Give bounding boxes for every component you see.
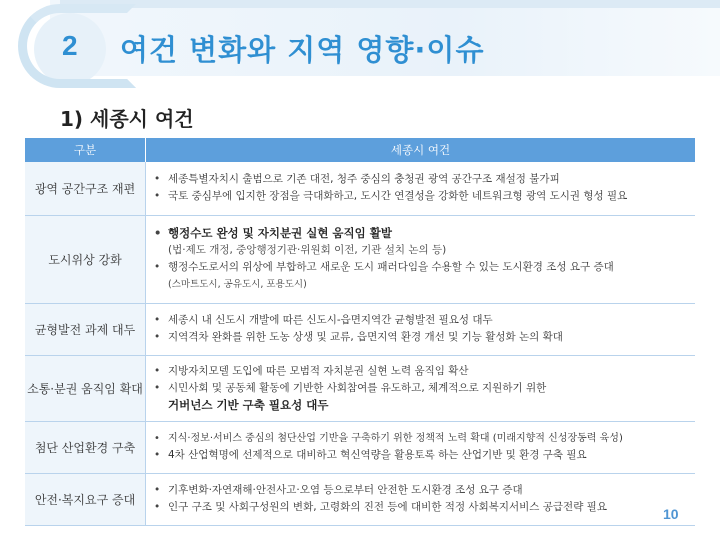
header-conditions: 세종시 여건 (146, 138, 696, 162)
sub-note: 거버넌스 기반 구축 필요성 대두 (168, 397, 329, 412)
header-category: 구분 (25, 138, 146, 162)
table-row (25, 421, 695, 473)
row-category: 소통·분권 움직임 확대 (25, 355, 146, 421)
conditions-table (25, 138, 695, 526)
subtitle: 1) 세종시 여건 (60, 107, 194, 131)
row-category: 첨단 산업환경 구축 (25, 421, 146, 473)
row-content (146, 303, 696, 355)
bullet-item: • 지역격차 완화를 위한 도농 상생 및 교류, 읍면지역 환경 개선 및 기능 활성화 논의 확대 (154, 331, 563, 343)
table-row (25, 162, 695, 215)
bullet-item: • 지식·정보·서비스 중심의 첨단산업 기반을 구축하기 위한 정책적 노력 확대 (미래지향적 신성장동력 육성) (154, 433, 623, 444)
table-header-row (25, 138, 695, 162)
row-category: 광역 공간구조 재편 (25, 162, 146, 215)
bullet-item: • 국토 중심부에 입지한 장점을 극대화하고, 도시간 연결성을 강화한 네트워크형 광역 도시권 형성 필요 (154, 190, 628, 203)
row-content (146, 215, 696, 303)
table-row (25, 355, 695, 421)
page-number: 10 (663, 506, 679, 522)
row-category: 안전·복지요구 증대 (25, 473, 146, 525)
section-title: 여건 변화와 지역 영향·이슈 (120, 33, 485, 67)
sub-note: (법·제도 개정, 중앙행정기관·위원회 이전, 기관 설치 논의 등) (168, 244, 447, 256)
table-row (25, 215, 695, 303)
bullet-item: • 기후변화·자연재해·안전사고·오염 등으로부터 안전한 도시환경 조성 요구 증대 (154, 484, 523, 496)
bullet-item: • 세종특별자치시 출범으로 기존 대전, 청주 중심의 충청권 광역 공간구조 재설정 불가피 (154, 173, 560, 186)
table-row (25, 473, 695, 525)
table-row (25, 303, 695, 355)
sub-note: (스마트도시, 공유도시, 포용도시) (168, 279, 307, 290)
bullet-item: • 4차 산업혁명에 선제적으로 대비하고 혁신역량을 활용토록 하는 산업기반 및 환경 구축 필요 (154, 449, 587, 461)
bullet-item: • 인구 구조 및 사회구성원의 변화, 고령화의 진전 등에 대비한 적정 사회복지서비스 공급전략 필요 (154, 501, 607, 513)
bullet-item: • 행정수도로서의 위상에 부합하고 새로운 도시 패러다임을 수용할 수 있는 도시환경 조성 요구 증대 (154, 261, 614, 273)
bullet-item: • 세종시 내 신도시 개발에 따른 신도시-읍면지역간 균형발전 필요성 대두 (154, 314, 493, 326)
row-content (146, 473, 696, 525)
bullet-item: • 시민사회 및 공동체 활동에 기반한 사회참여를 유도하고, 체계적으로 지원하기 위한 (154, 381, 547, 394)
row-category: 도시위상 강화 (25, 215, 146, 303)
banner-top-stripe (60, 0, 720, 8)
bullet-item: • 행정수도 완성 및 자치분권 실현 움직임 활발 (154, 226, 392, 240)
row-content (146, 421, 696, 473)
row-category: 균형발전 과제 대두 (25, 303, 146, 355)
bullet-item: • 지방자치모델 도입에 따른 모범적 자치분권 실현 노력 움직임 확산 (154, 364, 469, 377)
section-number: 2 (62, 30, 78, 61)
row-content (146, 355, 696, 421)
row-content (146, 162, 696, 215)
